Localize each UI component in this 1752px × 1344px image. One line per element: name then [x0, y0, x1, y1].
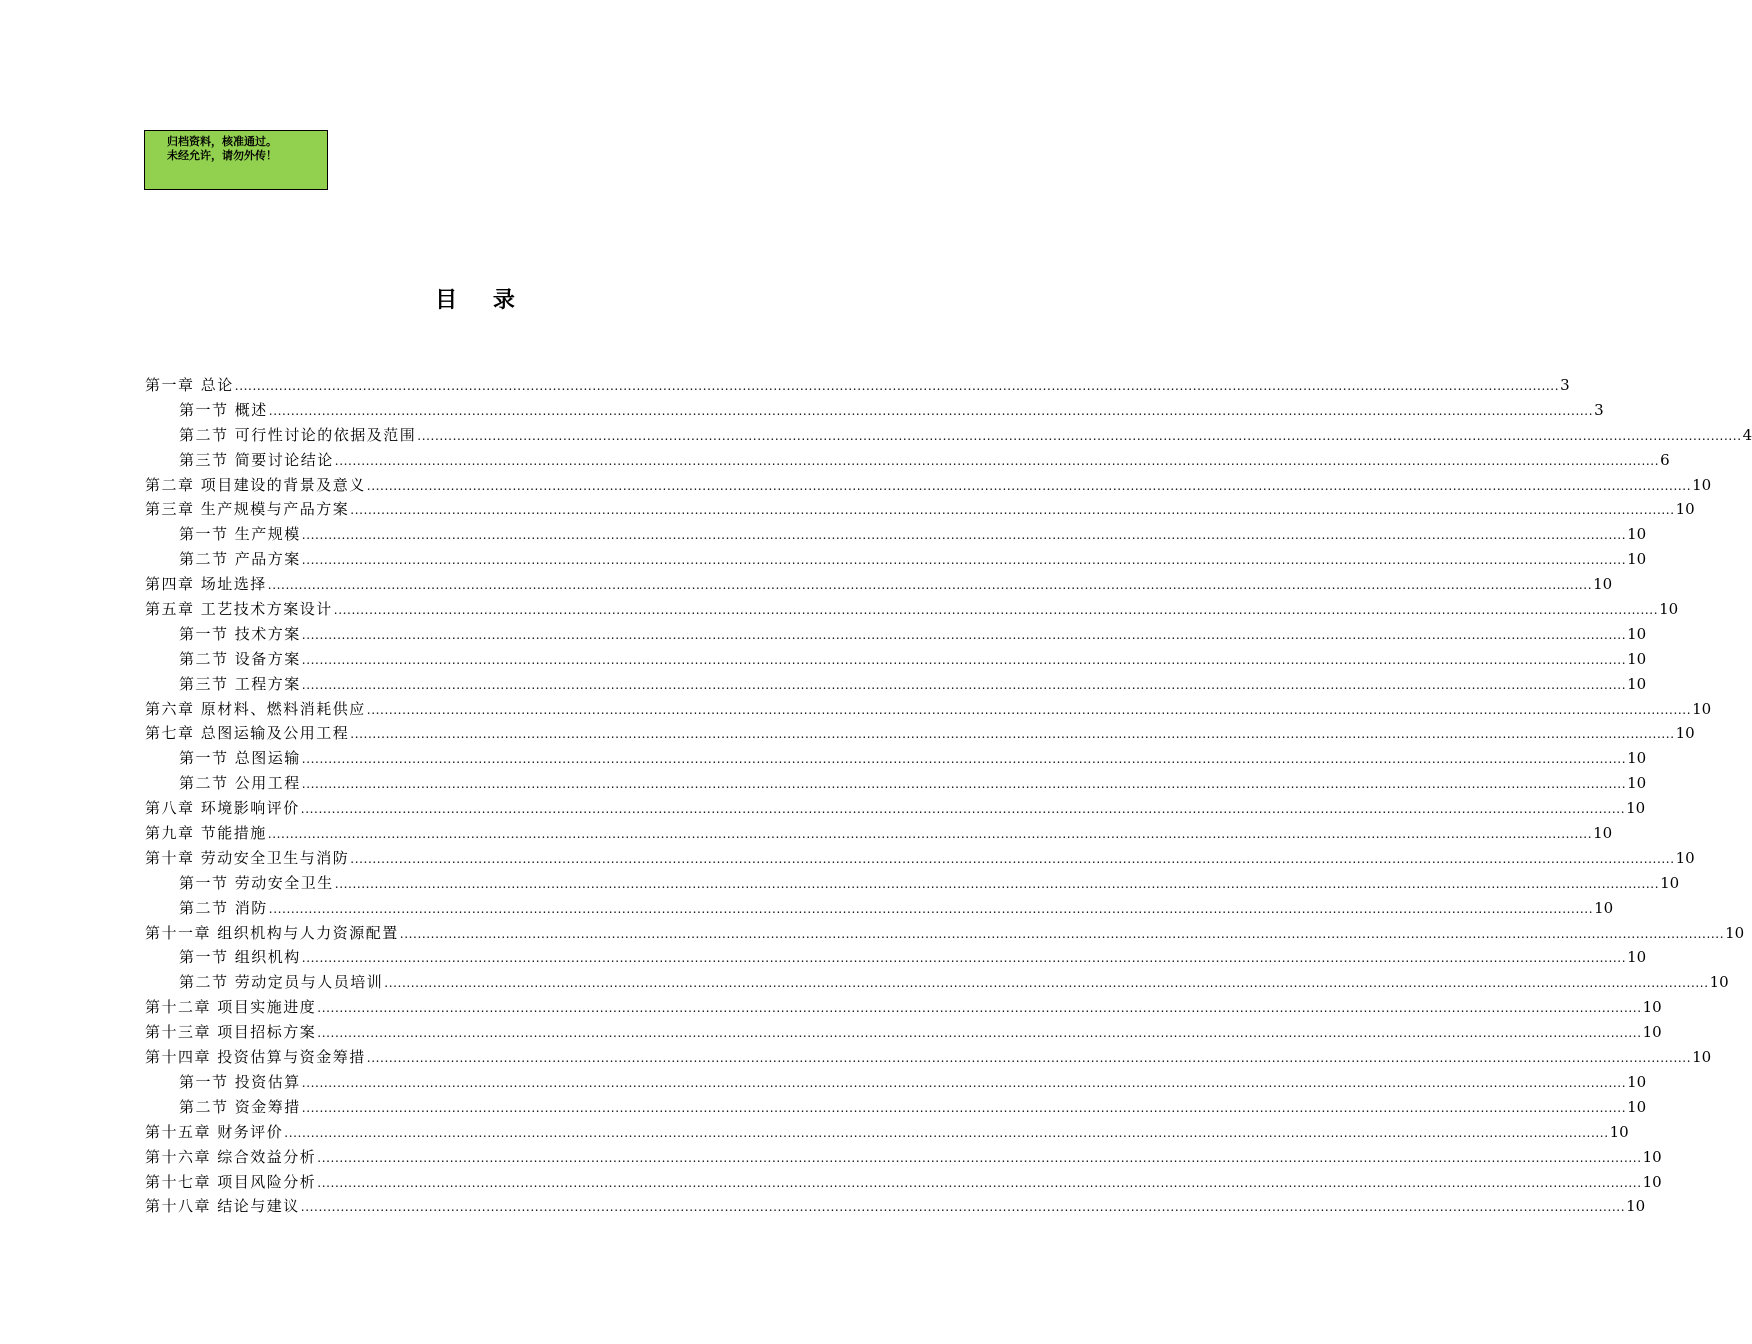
toc-dot-leader: ............................................................................................................................................................................................................................................................................................................ [301, 1100, 1627, 1115]
toc-entry-label: 第二节 产品方案 [179, 550, 301, 569]
toc-entry[interactable] [145, 970, 1729, 995]
toc-entry-page: 10 [1692, 699, 1712, 718]
toc-entry-label: 第六章 原材料、燃料消耗供应 [145, 699, 366, 718]
toc-dot-leader: ............................................................................................................................................................................................................................................................................................................ [301, 677, 1627, 692]
toc-entry-label: 第九章 节能措施 [145, 824, 267, 843]
toc-entry[interactable] [145, 473, 1712, 498]
toc-dot-leader: ............................................................................................................................................................................................................................................................................................................ [366, 478, 1692, 493]
toc-entry-label: 第一节 组织机构 [179, 948, 301, 967]
toc-entry-page: 10 [1642, 1172, 1662, 1191]
toc-entry[interactable] [145, 1020, 1662, 1045]
toc-entry-page: 10 [1627, 649, 1647, 668]
toc-entry-page: 10 [1609, 1122, 1629, 1141]
toc-entry-label: 第二节 资金筹措 [179, 1097, 301, 1116]
toc-entry-page: 10 [1627, 550, 1647, 569]
toc-entry[interactable] [145, 547, 1647, 572]
toc-entry-label: 第十三章 项目招标方案 [145, 1023, 317, 1042]
toc-dot-leader: ............................................................................................................................................................................................................................................................................................................ [301, 752, 1627, 767]
toc-dot-leader: ............................................................................................................................................................................................................................................................................................................ [300, 1200, 1626, 1215]
toc-dot-leader: ............................................................................................................................................................................................................................................................................................................ [333, 603, 1659, 618]
toc-entry-label: 第一章 总论 [145, 376, 234, 394]
toc-dot-leader: ............................................................................................................................................................................................................................................................................................................ [284, 1125, 1609, 1140]
toc-entry-page: 10 [1660, 873, 1680, 892]
toc-entry[interactable] [145, 448, 1670, 473]
toc-entry-page: 6 [1660, 450, 1670, 469]
toc-entry-page: 10 [1593, 824, 1613, 843]
toc-entry[interactable] [145, 796, 1646, 821]
toc-entry-label: 第十四章 投资估算与资金筹措 [145, 1048, 366, 1067]
toc-dot-leader: ............................................................................................................................................................................................................................................................................................................ [301, 652, 1627, 667]
toc-entry-label: 第四章 场址选择 [145, 575, 267, 594]
toc-entry-label: 第五章 工艺技术方案设计 [145, 600, 333, 619]
toc-entry[interactable] [145, 622, 1647, 647]
toc-entry-label: 第二章 项目建设的背景及意义 [145, 475, 366, 494]
toc-dot-leader: ............................................................................................................................................................................................................................................................................................................ [317, 1150, 1642, 1165]
toc-entry-page: 10 [1642, 1023, 1662, 1042]
toc-entry-label: 第十章 劳动安全卫生与消防 [145, 848, 350, 867]
toc-entry-label: 第一节 技术方案 [179, 624, 301, 643]
toc-entry-page: 10 [1594, 898, 1614, 917]
toc-dot-leader: ............................................................................................................................................................................................................................................................................................................ [268, 901, 1594, 916]
toc-entry[interactable] [145, 398, 1604, 423]
toc-entry-label: 第三章 生产规模与产品方案 [145, 500, 350, 519]
toc-entry-label: 第一节 总图运输 [179, 749, 301, 768]
toc-entry[interactable] [145, 896, 1614, 921]
toc-dot-leader: ............................................................................................................................................................................................................................................................................................................ [234, 379, 1560, 393]
toc-entry[interactable] [145, 597, 1679, 622]
toc-dot-leader: ............................................................................................................................................................................................................................................................................................................ [301, 528, 1627, 543]
toc-dot-leader: ............................................................................................................................................................................................................................................................................................................ [334, 876, 1660, 891]
toc-entry-page: 10 [1642, 1147, 1662, 1166]
toc-entry-page: 10 [1627, 525, 1647, 544]
toc-entry-label: 第一节 生产规模 [179, 525, 301, 544]
toc-entry-page: 10 [1627, 1072, 1647, 1091]
toc-dot-leader: ............................................................................................................................................................................................................................................................................................................ [268, 403, 1594, 418]
toc-entry-label: 第二节 可行性讨论的依据及范围 [179, 425, 417, 444]
toc-entry-label: 第七章 总图运输及公用工程 [145, 724, 350, 743]
toc-entry-label: 第十二章 项目实施进度 [145, 998, 317, 1017]
toc-entry[interactable] [145, 647, 1647, 672]
toc-entry-page: 3 [1560, 376, 1570, 394]
toc-entry[interactable] [145, 1045, 1712, 1070]
toc-entry-label: 第十六章 综合效益分析 [145, 1147, 317, 1166]
toc-dot-leader: ............................................................................................................................................................................................................................................................................................................ [267, 827, 1593, 842]
toc-entry[interactable] [145, 1095, 1647, 1120]
toc-dot-leader: ............................................................................................................................................................................................................................................................................................................ [334, 453, 1660, 468]
toc-dot-leader: ............................................................................................................................................................................................................................................................................................................ [301, 1075, 1627, 1090]
toc-dot-leader: ............................................................................................................................................................................................................................................................................................................ [301, 951, 1627, 966]
toc-entry-label: 第二节 公用工程 [179, 774, 301, 793]
archive-stamp [144, 130, 328, 190]
toc-dot-leader: ............................................................................................................................................................................................................................................................................................................ [300, 802, 1626, 817]
toc-entry[interactable] [145, 846, 1695, 871]
toc-entry-label: 第一节 概述 [179, 400, 268, 419]
toc-entry-label: 第八章 环境影响评价 [145, 799, 300, 818]
toc-entry-page: 10 [1642, 998, 1662, 1017]
table-of-contents [145, 373, 1752, 1219]
toc-dot-leader: ............................................................................................................................................................................................................................................................................................................ [350, 851, 1675, 866]
toc-entry-page: 10 [1675, 724, 1695, 743]
toc-entry[interactable] [145, 497, 1695, 522]
toc-entry-label: 第一节 劳动安全卫生 [179, 873, 334, 892]
toc-entry-page: 10 [1627, 749, 1647, 768]
toc-entry[interactable] [145, 1120, 1629, 1145]
toc-dot-leader: ............................................................................................................................................................................................................................................................................................................ [384, 976, 1709, 991]
toc-entry[interactable] [145, 945, 1647, 970]
toc-entry[interactable] [145, 746, 1647, 771]
toc-entry[interactable] [145, 1070, 1647, 1095]
stamp-line-2: 未经允许，请勿外传！ [167, 149, 277, 162]
toc-entry-label: 第三节 工程方案 [179, 674, 301, 693]
toc-entry[interactable] [145, 672, 1647, 697]
toc-entry-page: 10 [1627, 674, 1647, 693]
toc-entry-page: 10 [1627, 624, 1647, 643]
toc-entry-label: 第十七章 项目风险分析 [145, 1172, 317, 1191]
toc-entry-page: 10 [1659, 600, 1679, 619]
toc-entry-label: 第十八章 结论与建议 [145, 1197, 300, 1216]
toc-entry[interactable] [145, 871, 1680, 896]
toc-entry-page: 10 [1675, 500, 1695, 519]
toc-entry[interactable] [145, 1170, 1662, 1195]
toc-entry[interactable] [145, 921, 1745, 946]
toc-dot-leader: ............................................................................................................................................................................................................................................................................................................ [417, 428, 1742, 443]
toc-dot-leader: ............................................................................................................................................................................................................................................................................................................ [267, 578, 1593, 593]
toc-entry-page: 10 [1709, 973, 1729, 992]
toc-dot-leader: ............................................................................................................................................................................................................................................................................................................ [317, 1001, 1642, 1016]
toc-entry-page: 4 [1742, 425, 1752, 444]
toc-entry-page: 10 [1593, 575, 1613, 594]
toc-entry[interactable] [145, 373, 1570, 398]
toc-entry[interactable] [145, 522, 1647, 547]
toc-entry[interactable] [145, 1145, 1662, 1170]
toc-entry-page: 3 [1594, 400, 1604, 419]
toc-entry-page: 10 [1626, 799, 1646, 818]
toc-entry-page: 10 [1627, 774, 1647, 793]
toc-entry-page: 10 [1627, 1097, 1647, 1116]
toc-entry[interactable] [145, 821, 1613, 846]
toc-entry[interactable] [145, 697, 1712, 722]
toc-entry-page: 10 [1725, 923, 1745, 942]
toc-entry-label: 第二节 消防 [179, 898, 268, 917]
toc-entry[interactable] [145, 771, 1647, 796]
toc-entry[interactable] [145, 721, 1695, 746]
toc-entry-page: 10 [1675, 848, 1695, 867]
toc-dot-leader: ............................................................................................................................................................................................................................................................................................................ [350, 727, 1675, 742]
toc-entry-page: 10 [1692, 1048, 1712, 1067]
toc-dot-leader: ............................................................................................................................................................................................................................................................................................................ [399, 926, 1725, 941]
toc-dot-leader: ............................................................................................................................................................................................................................................................................................................ [301, 627, 1627, 642]
toc-entry-label: 第二节 设备方案 [179, 649, 301, 668]
toc-entry-label: 第十五章 财务评价 [145, 1122, 284, 1141]
toc-dot-leader: ............................................................................................................................................................................................................................................................................................................ [366, 702, 1692, 717]
toc-entry-label: 第一节 投资估算 [179, 1072, 301, 1091]
toc-dot-leader: ............................................................................................................................................................................................................................................................................................................ [366, 1051, 1692, 1066]
toc-dot-leader: ............................................................................................................................................................................................................................................................................................................ [301, 777, 1627, 792]
stamp-line-1: 归档资料，核准通过。 [167, 135, 277, 148]
toc-entry-label: 第三节 简要讨论结论 [179, 450, 334, 469]
toc-entry[interactable] [145, 1194, 1646, 1219]
toc-entry[interactable] [145, 572, 1613, 597]
toc-entry-page: 10 [1627, 948, 1647, 967]
toc-entry-label: 第十一章 组织机构与人力资源配置 [145, 923, 399, 942]
toc-entry-label: 第二节 劳动定员与人员培训 [179, 973, 384, 992]
toc-dot-leader: ............................................................................................................................................................................................................................................................................................................ [301, 553, 1627, 568]
toc-entry-page: 10 [1692, 475, 1712, 494]
toc-dot-leader: ............................................................................................................................................................................................................................................................................................................ [350, 503, 1675, 518]
toc-dot-leader: ............................................................................................................................................................................................................................................................................................................ [317, 1175, 1642, 1190]
toc-dot-leader: ............................................................................................................................................................................................................................................................................................................ [317, 1026, 1642, 1041]
toc-title: 目 录 [435, 288, 529, 313]
toc-entry[interactable] [145, 995, 1662, 1020]
toc-entry-page: 10 [1626, 1197, 1646, 1216]
toc-entry[interactable] [145, 423, 1752, 448]
